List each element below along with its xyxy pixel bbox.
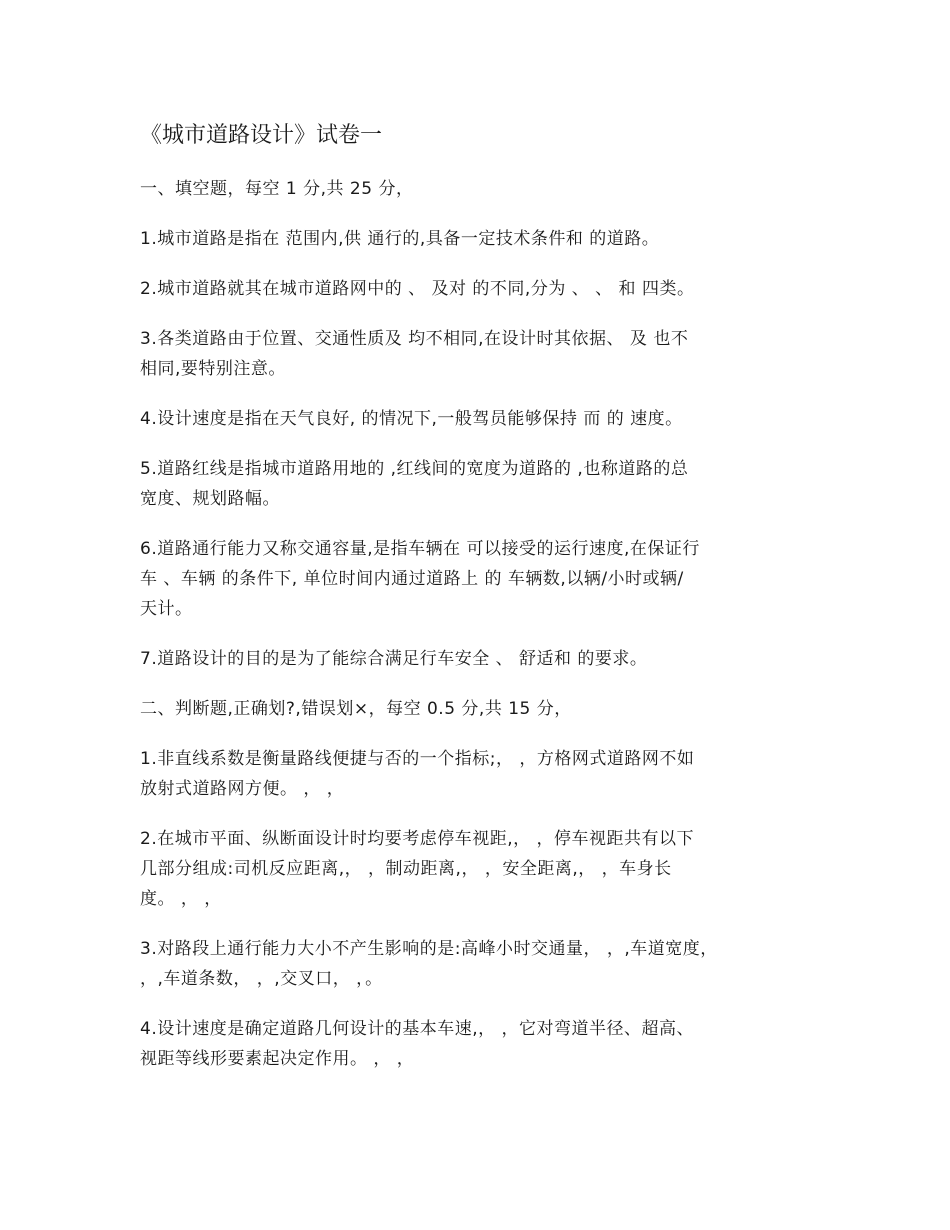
exam-paragraph	[140, 534, 830, 624]
paragraph-line: 一、填空题，每空 1 分,共 25 分，	[140, 179, 414, 199]
paragraph-line: 7.道路设计的目的是为了能综合满足行车安全 、 舒适和 的要求。	[140, 649, 648, 669]
exam-paragraph	[140, 644, 830, 674]
paragraph-line: 2.在城市平面、纵断面设计时均要考虑停车视距,， ，停车视距共有以下	[140, 829, 695, 849]
paragraph-line: 3.各类道路由于位置、交通性质及 均不相同,在设计时其依据、 及 也不	[140, 329, 689, 349]
paragraph-line: 1.城市道路是指在 范围内,供 通行的,具备一定技术条件和 的道路。	[140, 229, 660, 249]
paragraph-line: 1.非直线系数是衡量路线便捷与否的一个指标;， ，方格网式道路网不如	[140, 749, 695, 769]
exam-paragraph	[140, 694, 830, 724]
paragraph-line: 二、判断题,正确划?,错误划×，每空 0.5 分,共 15 分，	[140, 699, 572, 719]
paragraph-line: 视距等线形要素起决定作用。 ， ，	[140, 1049, 415, 1069]
paragraph-line: 6.道路通行能力又称交通容量,是指车辆在 可以接受的运行速度,在保证行	[140, 539, 700, 559]
paragraph-line: 5.道路红线是指城市道路用地的 ,红线间的宽度为道路的 ,也称道路的总	[140, 459, 689, 479]
exam-paragraph	[140, 744, 830, 804]
page-title: 《城市道路设计》试卷一	[140, 123, 383, 148]
exam-paragraph	[140, 1014, 830, 1074]
paragraph-line: 3.对路段上通行能力大小不产生影响的是:高峰小时交通量， ，,车道宽度，	[140, 939, 718, 959]
exam-paragraph	[140, 224, 830, 254]
exam-paragraph	[140, 324, 830, 384]
exam-page	[140, 118, 830, 1094]
paragraph-line: ，,车道条数， ，,交叉口， ，。	[140, 969, 383, 989]
paragraph-line: 4.设计速度是指在天气良好, 的情况下,一般驾员能够保持 而 的 速度。	[140, 409, 683, 429]
paragraph-line: 放射式道路网方便。 ， ，	[140, 779, 345, 799]
paragraph-line: 天计。	[140, 599, 193, 619]
paragraph-line: 4.设计速度是确定道路几何设计的基本车速,， ，它对弯道半径、超高、	[140, 1019, 695, 1039]
exam-paragraph	[140, 404, 830, 434]
exam-paragraph	[140, 934, 830, 994]
exam-paragraph	[140, 274, 830, 304]
paragraph-line: 相同,要特别注意。	[140, 359, 286, 379]
paragraph-line: 2.城市道路就其在城市道路网中的 、 及对 的不同,分为 、 、 和 四类。	[140, 279, 695, 299]
paragraph-line: 宽度、规划路幅。	[140, 489, 280, 509]
exam-paragraph	[140, 454, 830, 514]
paragraph-line: 度。 ， ，	[140, 889, 222, 909]
paragraph-line: 几部分组成:司机反应距离,， ，制动距离,， ，安全距离,， ，车身长	[140, 859, 672, 879]
paragraph-line: 车 、车辆 的条件下, 单位时间内通过道路上 的 车辆数,以辆/小时或辆/	[140, 569, 684, 589]
exam-paragraph	[140, 174, 830, 204]
exam-paragraph	[140, 824, 830, 914]
exam-body	[140, 174, 830, 1074]
